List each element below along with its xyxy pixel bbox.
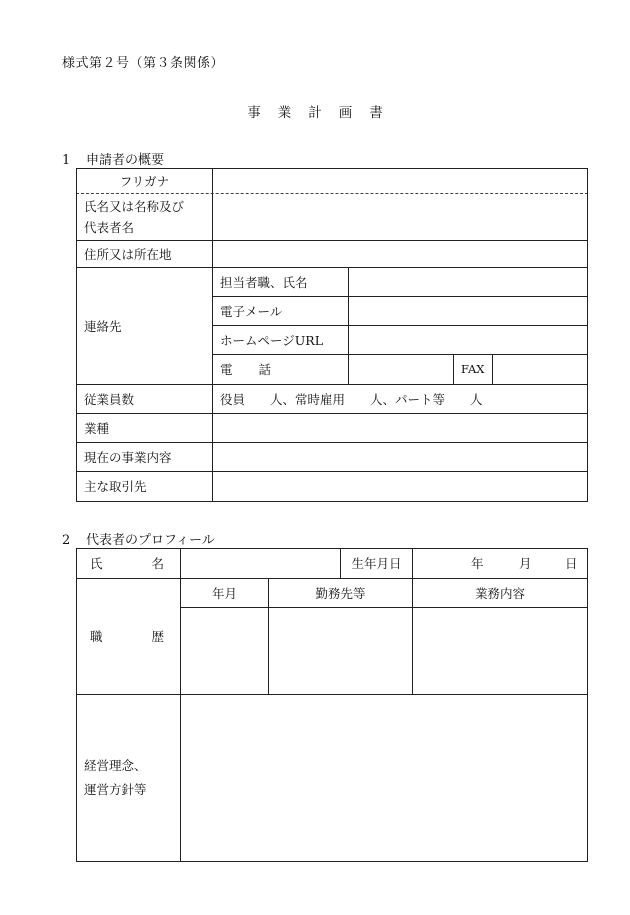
name-label [76, 193, 213, 241]
contact-label [76, 267, 213, 385]
col-duties [412, 578, 588, 608]
rep-name-field[interactable] [180, 548, 341, 579]
section1-number: 1 [62, 153, 71, 168]
email-label [212, 296, 349, 326]
career-duties-field[interactable] [412, 607, 588, 695]
homepage-field[interactable] [348, 325, 588, 355]
phone-label [212, 354, 349, 385]
career-year-month-field[interactable] [180, 607, 269, 695]
rep-name-label [76, 548, 181, 579]
main-clients-field[interactable] [212, 471, 588, 502]
section2-title: 代表者のプロフィール [86, 533, 215, 548]
day-unit: 日 [565, 556, 578, 571]
form-number: 様式第２号（第３条関係） [62, 56, 225, 71]
section1-title: 申請者の概要 [86, 153, 165, 168]
phone-field[interactable] [348, 354, 454, 385]
furigana-label [76, 168, 213, 194]
contact-person-label [212, 267, 349, 297]
section2-heading [62, 529, 215, 548]
furigana-field[interactable] [212, 168, 588, 194]
section2-number: 2 [62, 533, 71, 548]
address-text: 住所又は所在地 [84, 246, 172, 262]
fax-label [453, 354, 493, 385]
career-text-a: 職 [90, 629, 103, 644]
col-duties-text: 業務内容 [474, 585, 525, 601]
homepage-label [212, 325, 349, 355]
birth-date-text: 生年月日 [351, 556, 402, 571]
career-label [76, 578, 181, 695]
main-clients-label [76, 471, 213, 502]
contact-person-text: 担当者職、氏名 [220, 274, 308, 290]
employees-text: 従業員数 [84, 391, 135, 407]
philosophy-line2: 運営方針等 [84, 782, 147, 797]
address-label [76, 240, 213, 268]
contact-text: 連絡先 [84, 318, 122, 334]
industry-field[interactable] [212, 413, 588, 443]
philosophy-line1: 経営理念、 [84, 758, 147, 773]
main-clients-text: 主な取引先 [84, 479, 147, 494]
phone-text-a: 電 [220, 362, 233, 377]
col-employer [268, 578, 413, 608]
email-field[interactable] [348, 296, 588, 326]
fax-text: FAX [461, 362, 485, 376]
industry-text: 業種 [84, 420, 110, 436]
furigana-text: フリガナ [119, 174, 170, 189]
current-business-field[interactable] [212, 442, 588, 472]
homepage-text: ホームページURL [220, 332, 323, 348]
phone-text-b: 話 [258, 362, 272, 377]
fax-field[interactable] [492, 354, 588, 385]
name-field[interactable] [212, 193, 588, 241]
name-label-line1: 氏名又は名称及び [84, 198, 185, 214]
birth-date-label [340, 548, 413, 579]
current-business-label [76, 442, 213, 472]
birth-date-field[interactable] [412, 548, 588, 579]
employees-detail[interactable] [212, 384, 588, 414]
philosophy-label [76, 694, 181, 862]
rep-name-text-b: 名 [151, 556, 164, 571]
career-employer-field[interactable] [268, 607, 413, 695]
philosophy-field[interactable] [180, 694, 588, 862]
rep-name-text-a: 氏 [90, 556, 103, 571]
col-year-month [180, 578, 269, 608]
name-label-line2: 代表者名 [84, 219, 135, 235]
year-unit: 年 [471, 556, 484, 571]
section1-heading [62, 149, 164, 168]
employees-label [76, 384, 213, 414]
employees-detail-text: 役員 人、常時雇用 人、パート等 人 [220, 391, 483, 407]
career-text-b: 歴 [151, 629, 164, 644]
col-employer-text: 勤務先等 [315, 585, 366, 601]
document-title: 事業計画書 [247, 105, 400, 121]
col-year-month-text: 年月 [211, 585, 237, 601]
address-field[interactable] [212, 240, 588, 268]
current-business-text: 現在の事業内容 [84, 449, 172, 465]
month-unit: 月 [519, 556, 532, 571]
contact-person-field[interactable] [348, 267, 588, 297]
industry-label [76, 413, 213, 443]
email-text: 電子メール [220, 303, 283, 319]
